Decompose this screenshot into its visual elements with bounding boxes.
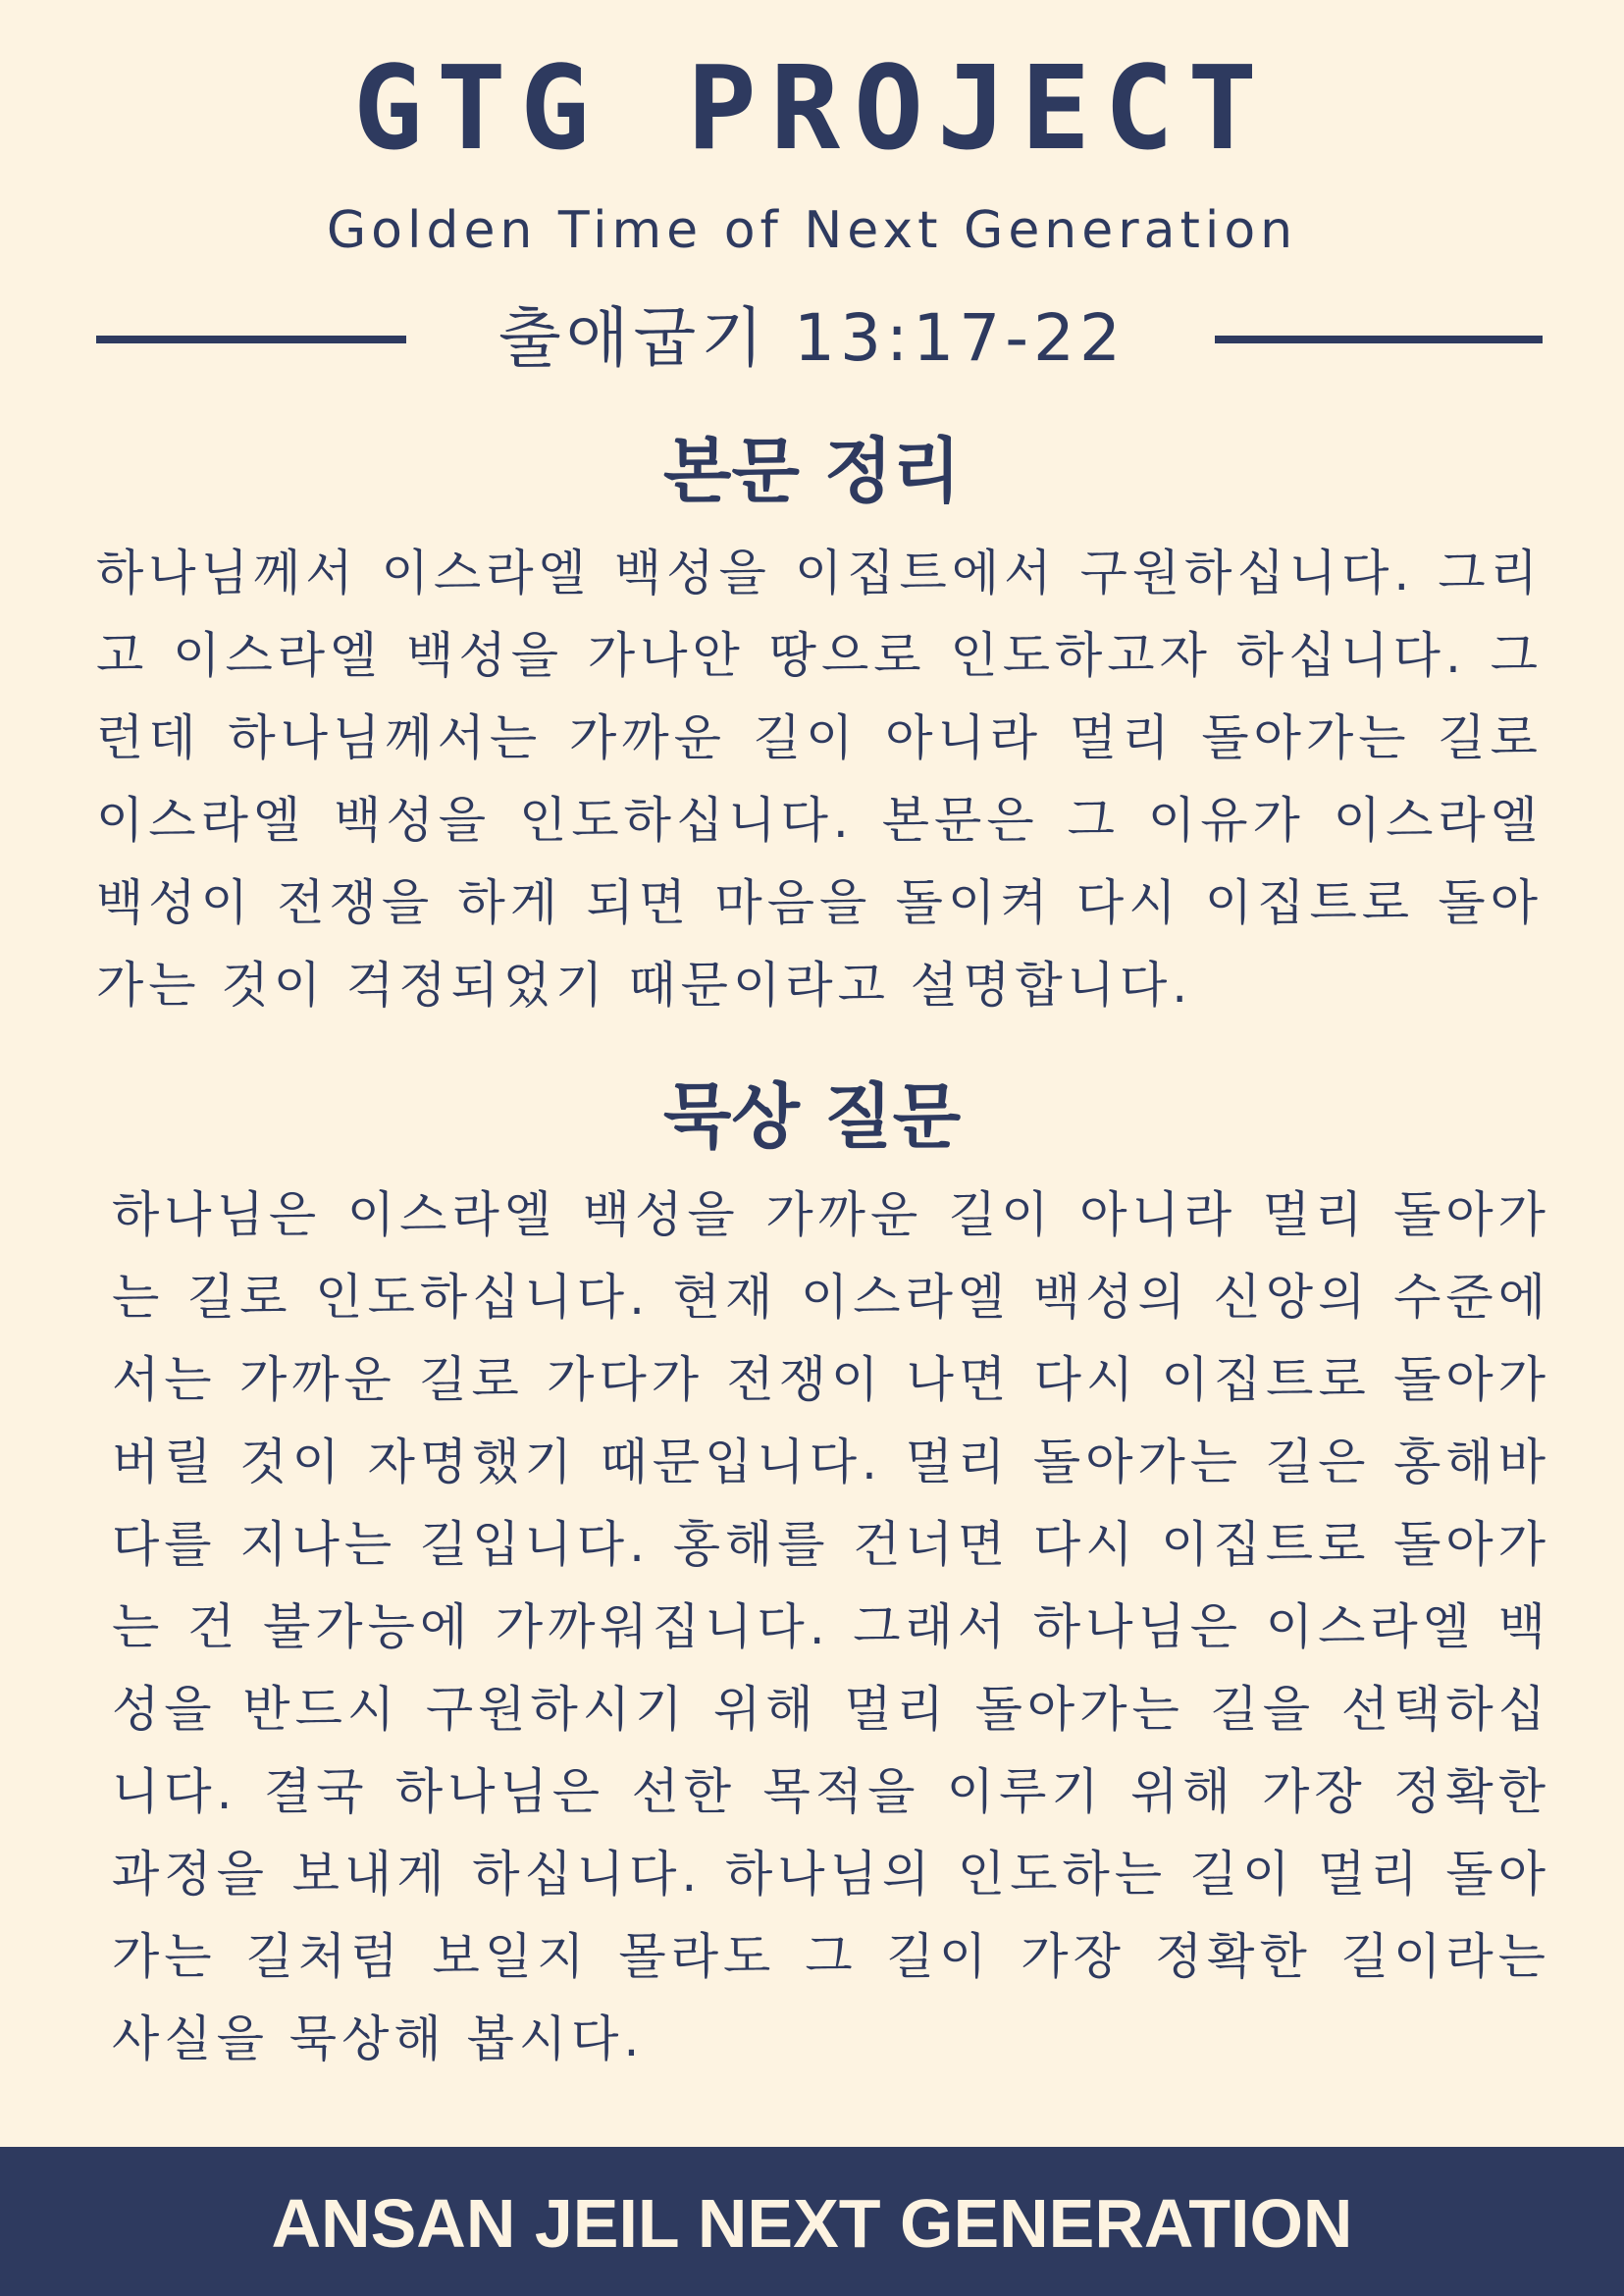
footer-banner: [0, 2147, 1624, 2296]
page-title: GTG PROJECT: [352, 40, 1272, 176]
section-heading-summary: 본문 정리: [662, 430, 962, 512]
page-subtitle: Golden Time of Next Generation: [326, 201, 1298, 260]
scripture-reference-row: [0, 294, 1624, 383]
section-body-summary: 하나님께서 이스라엘 백성을 이집트에서 구원하십니다. 그리고 이스라엘 백성을 가나안 땅으로 인도하고자 하십니다. 그런데 하나님께서는 가까운 길이 아니라 멀리 돌아가는 길로 이스라엘 백성을 인도하십니다. 본문은 그 이유가 이스라엘 백성이 전쟁을 하게 되면 마음을 돌이켜 다시 이집트로 돌아가는 것이 걱정되었기 때문이라고 설명합니다.: [96, 545, 1543, 1014]
section-body-meditation: 하나님은 이스라엘 백성을 가까운 길이 아니라 멀리 돌아가는 길로 인도하십니다. 현재 이스라엘 백성의 신앙의 수준에서는 가까운 길로 가다가 전쟁이 나면 다시 이집트로 돌아가버릴 것이 자명했기 때문입니다. 멀리 돌아가는 길은 홍해바다를 지나는 길입니다. 홍해를 건너면 다시 이집트로 돌아가는 건 불가능에 가까워집니다. 그래서 하나님은 이스라엘 백성을 반드시 구원하시기 위해 멀리 돌아가는 길을 선택하십니다. 결국 하나님은 선한 목적을 이루기 위해 가장 정확한 과정을 보내게 하십니다. 하나님의 인도하는 길이 멀리 돌아가는 길처럼 보일지 몰라도 그 길이 가장 정확한 길이라는 사실을 묵상해 봅시다.: [112, 1186, 1550, 2067]
section-heading-meditation: 묵상 질문: [662, 1075, 962, 1158]
footer-text: ANSAN JEIL NEXT GENERATION: [271, 2185, 1353, 2262]
divider-line-right: [1215, 336, 1543, 343]
scripture-reference: 출애굽기 13:17-22: [498, 300, 1126, 376]
